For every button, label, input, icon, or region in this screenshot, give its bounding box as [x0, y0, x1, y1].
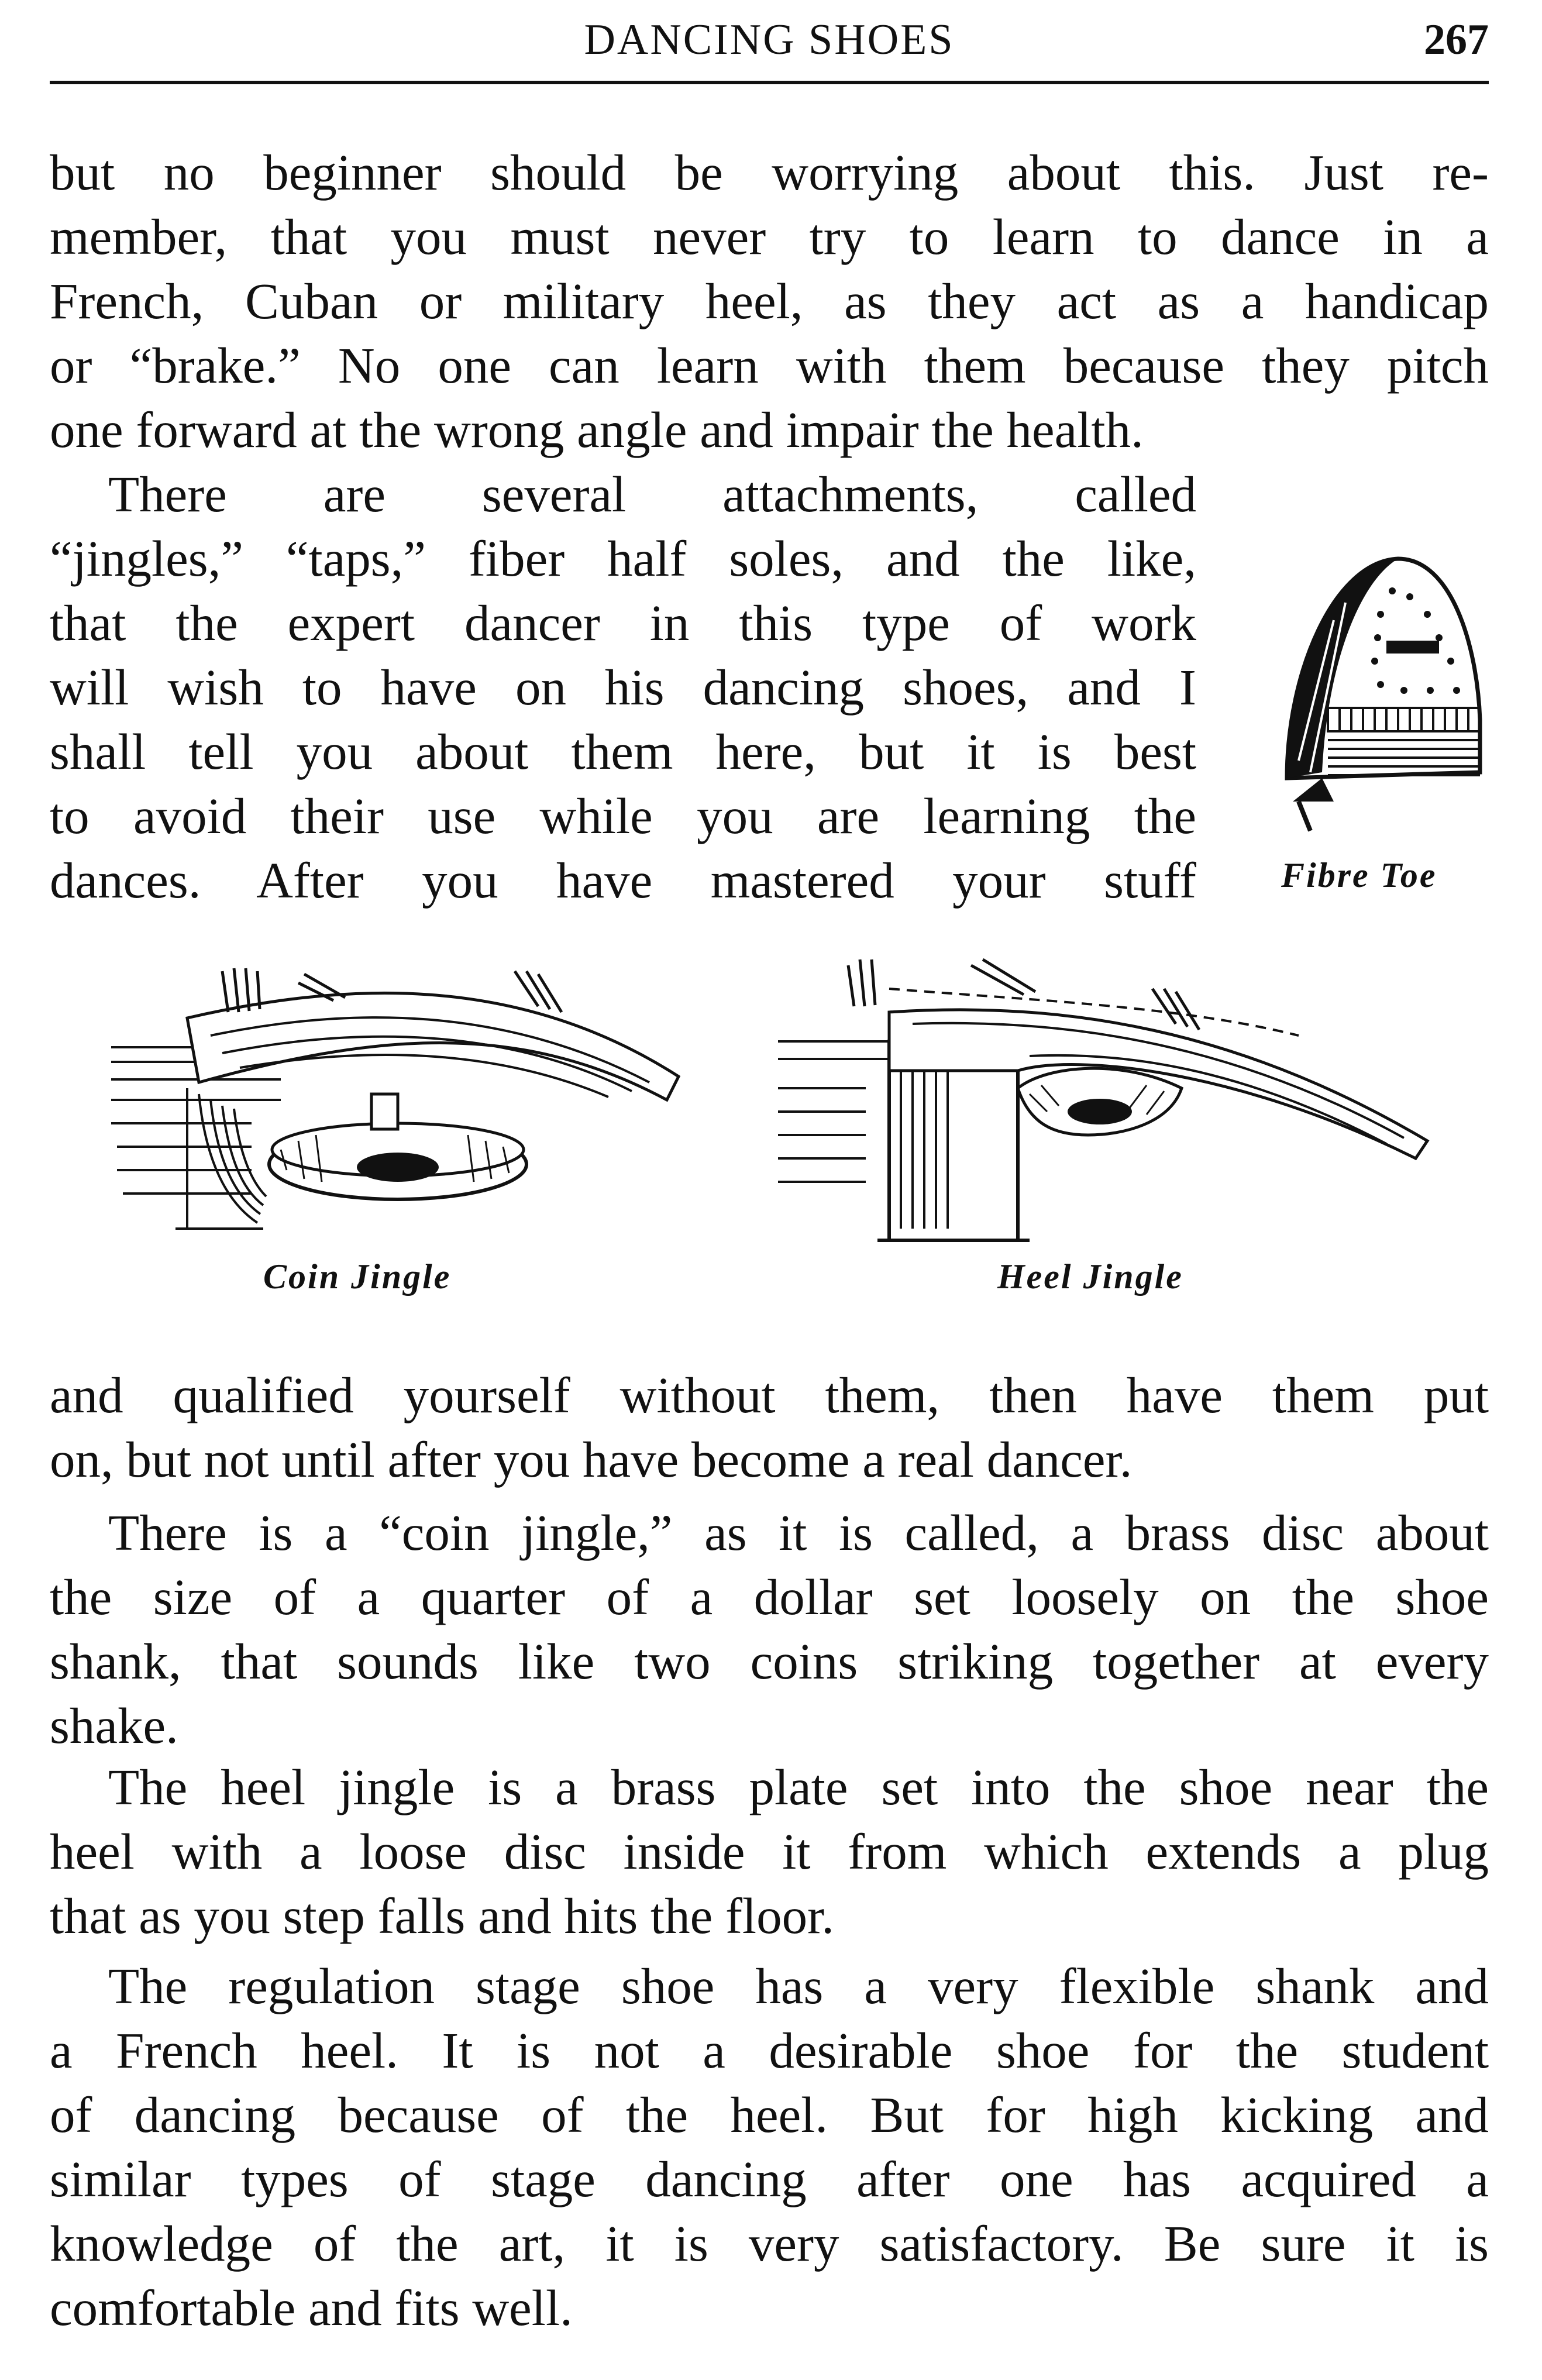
- text-line: of dancing because of the heel. But for high kicking and: [50, 2086, 1489, 2143]
- paragraph-3: [50, 1363, 1489, 1492]
- text-line: similar types of stage dancing after one has acquired a: [50, 2151, 1489, 2207]
- text-line: member, that you must never try to learn to dance in a: [50, 208, 1489, 265]
- text-line: There are several attachments, called: [108, 466, 1196, 522]
- text-line: on, but not until after you have become a real dancer.: [50, 1431, 1133, 1488]
- text-line: one forward at the wrong angle and impair the health.: [50, 401, 1144, 458]
- fibre-toe-illustration: [1264, 527, 1498, 854]
- text-line: and qualified yourself without them, then have them put: [50, 1367, 1489, 1423]
- text-line: knowledge of the art, it is very satisfactory. Be sure it is: [50, 2215, 1489, 2272]
- header-rule: [50, 81, 1489, 84]
- paragraph-1: [50, 140, 1489, 462]
- running-title: DANCING SHOES: [584, 16, 955, 64]
- text-line: will wish to have on his dancing shoes, and I: [50, 659, 1196, 716]
- text-line: but no beginner should be worrying about this. Just re-: [50, 144, 1489, 201]
- text-line: comfortable and fits well.: [50, 2279, 573, 2336]
- text-line: shall tell you about them here, but it is best: [50, 723, 1196, 780]
- text-line: dances. After you have mastered your stuff: [50, 852, 1196, 909]
- paragraph-4: [50, 1501, 1489, 1758]
- fibre-toe-caption: Fibre Toe: [1281, 856, 1437, 895]
- text-line: a French heel. It is not a desirable shoe for the student: [50, 2022, 1489, 2079]
- heel-jingle-caption: Heel Jingle: [997, 1257, 1183, 1296]
- text-line: or “brake.” No one can learn with them because they pitch: [50, 337, 1489, 394]
- coin-jingle-illustration: [105, 948, 690, 1252]
- text-line: heel with a loose disc inside it from which extends a plug: [50, 1823, 1489, 1880]
- paragraph-2: [50, 462, 1196, 913]
- page-number: 267: [1424, 16, 1489, 64]
- text-line: the size of a quarter of a dollar set loosely on the shoe: [50, 1569, 1489, 1625]
- coin-jingle-caption: Coin Jingle: [263, 1257, 452, 1296]
- paragraph-6: [50, 1954, 1489, 2340]
- text-line: There is a “coin jingle,” as it is called, a brass disc about: [108, 1504, 1489, 1561]
- text-line: to avoid their use while you are learning the: [50, 787, 1196, 844]
- text-line: shake.: [50, 1697, 178, 1754]
- text-line: The heel jingle is a brass plate set into the shoe near the: [108, 1759, 1489, 1815]
- text-line: that as you step falls and hits the floor.: [50, 1887, 835, 1944]
- text-line: The regulation stage shoe has a very flexible shank and: [108, 1958, 1489, 2014]
- text-line: that the expert dancer in this type of work: [50, 594, 1196, 651]
- text-line: “jingles,” “taps,” fiber half soles, and the like,: [50, 530, 1196, 587]
- running-header: [50, 5, 1489, 81]
- text-line: French, Cuban or military heel, as they act as a handicap: [50, 273, 1489, 329]
- heel-jingle-illustration: [772, 936, 1439, 1252]
- text-line: shank, that sounds like two coins striking together at every: [50, 1633, 1489, 1690]
- paragraph-5: [50, 1755, 1489, 1948]
